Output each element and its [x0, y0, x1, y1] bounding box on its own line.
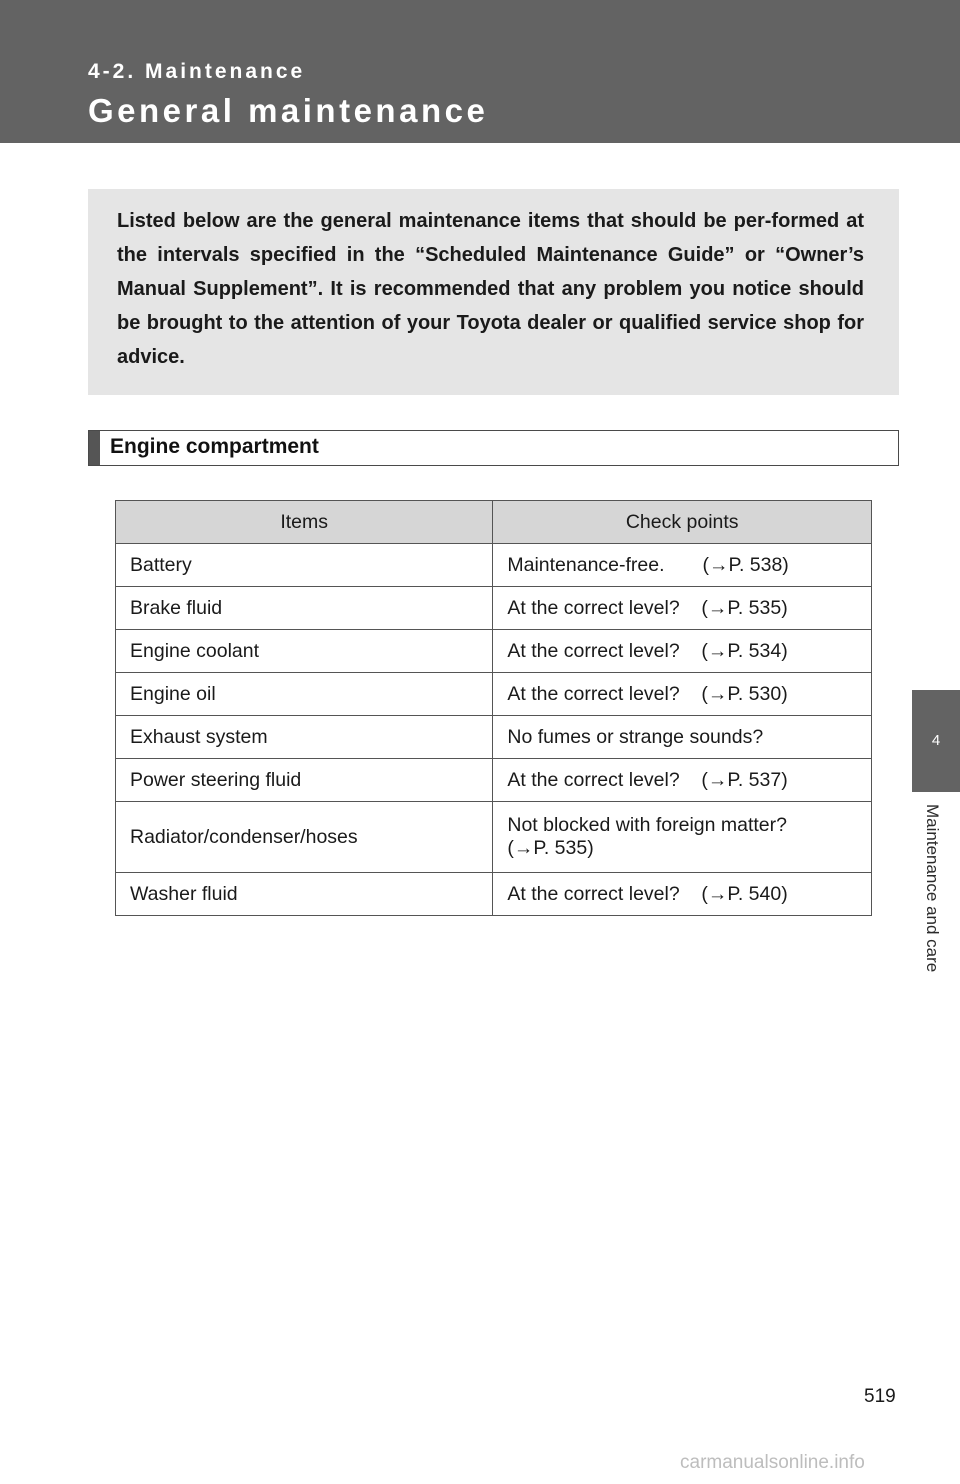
check-cell: At the correct level? (→P. 540) [493, 873, 872, 916]
check-cell: Maintenance-free. (→P. 538) [493, 544, 872, 587]
watermark: carmanualsonline.info [680, 1452, 865, 1473]
intro-box [88, 189, 899, 395]
check-cell: Not blocked with foreign matter? (→P. 535) [493, 802, 872, 873]
chapter-tab: 4 [912, 690, 960, 792]
page-header [0, 0, 960, 143]
section-number: 4-2. Maintenance [88, 60, 306, 83]
page-number: 519 [864, 1386, 896, 1407]
maintenance-table [115, 500, 872, 916]
column-header-items: Items [116, 501, 493, 544]
column-header-check-points: Check points [493, 501, 872, 544]
item-cell: Brake fluid [116, 587, 493, 630]
table-row [116, 802, 872, 873]
check-cell: At the correct level? (→P. 530) [493, 673, 872, 716]
check-cell: At the correct level? (→P. 535) [493, 587, 872, 630]
check-cell: At the correct level? (→P. 537) [493, 759, 872, 802]
table-row [116, 716, 872, 759]
item-cell: Exhaust system [116, 716, 493, 759]
item-cell: Battery [116, 544, 493, 587]
item-cell: Engine coolant [116, 630, 493, 673]
intro-text: Listed below are the general maintenance items that should be per-formed at the intervals specified in the “Scheduled Maintenance Guide” or “Owner’s Manual Supplement”. It is recommended that any problem you notice should be brought to the attention of your Toyota dealer or qualified service shop for advice. [117, 210, 864, 368]
table-row [116, 544, 872, 587]
table-row [116, 759, 872, 802]
section-heading [88, 430, 899, 466]
table-row [116, 587, 872, 630]
chapter-label-text: Maintenance and care [923, 804, 942, 973]
table-row [116, 873, 872, 916]
table-header-row [116, 501, 872, 544]
table-row [116, 630, 872, 673]
item-cell: Power steering fluid [116, 759, 493, 802]
section-heading-bar [89, 431, 100, 465]
item-cell: Engine oil [116, 673, 493, 716]
page-title: General maintenance [88, 92, 489, 129]
item-cell: Washer fluid [116, 873, 493, 916]
table-row [116, 673, 872, 716]
section-heading-text: Engine compartment [110, 435, 319, 458]
item-cell: Radiator/condenser/hoses [116, 802, 493, 873]
chapter-label [922, 804, 948, 1034]
check-cell: At the correct level? (→P. 534) [493, 630, 872, 673]
check-cell: No fumes or strange sounds? [493, 716, 872, 759]
